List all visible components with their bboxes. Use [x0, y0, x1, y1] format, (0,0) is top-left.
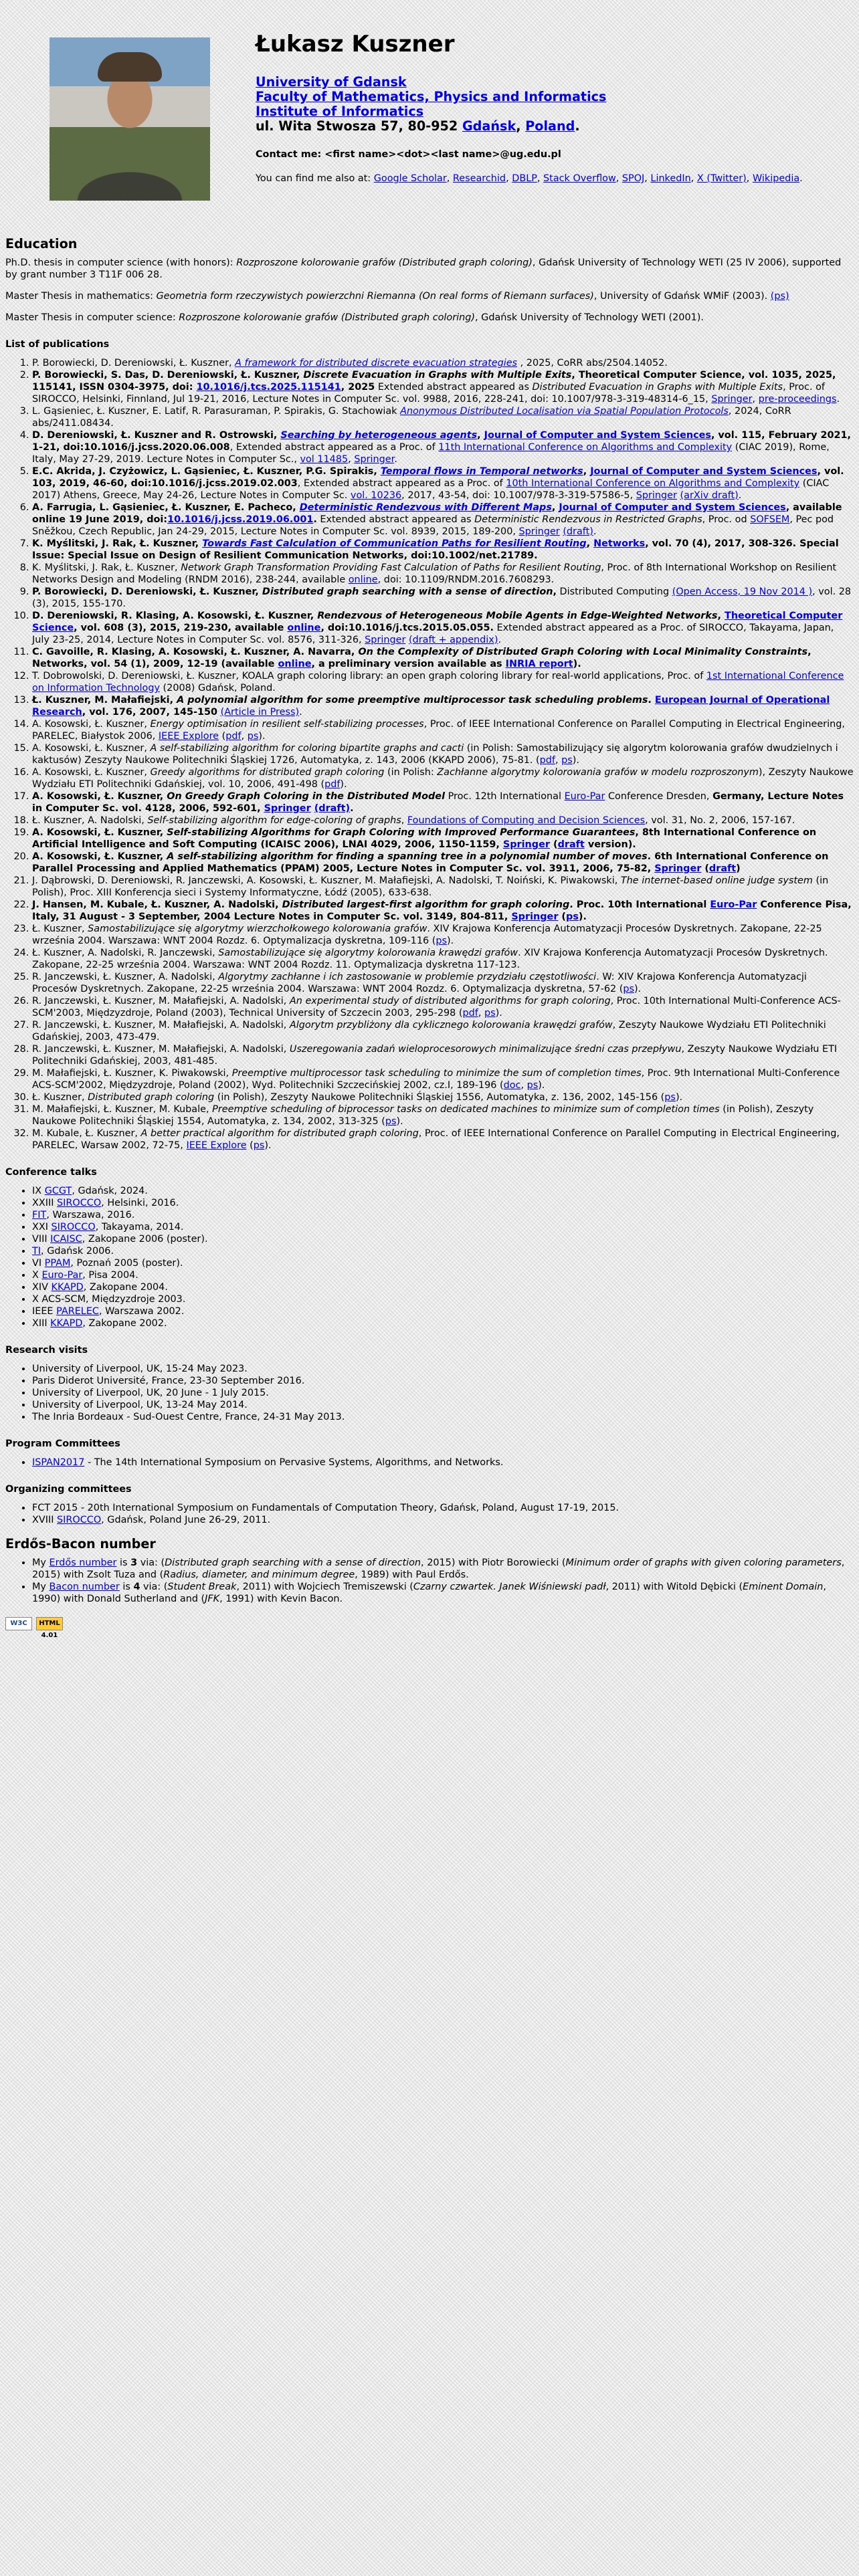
publication-item: 24. Ł. Kuszner, A. Nadolski, R. Janczewski, Samostabilizujące się algorytmy kolorowania krawędzi grafów. XIV Krajowa Konferencja Automatyzacji Procesów Dyskretnych. Zakopane, 22-25 września 2004. Warszawa: WNT 2004 Rozdz. 11. Optymalizacja dyskretna 117-123. — [32, 947, 854, 971]
inline-link[interactable]: (draft) — [314, 803, 351, 814]
publication-item: 4. D. Dereniowski, Ł. Kuszner and R. Ostrowski, Searching by heterogeneous agents, Journal of Computer and System Sciences, vol. 115, February 2021, 1-21, doi:10.1016/j.jcss.2020.06.008, Extended abstract appeared as a Proc. of 11th International Conference on Algorithms and Complexity (CIAC 2019), Rome, Italy, May 27-29, 2019. Lecture Notes in Computer Sc., vol 11485, Springer. — [32, 429, 854, 465]
inline-link[interactable]: SOFSEM — [750, 514, 790, 525]
inline-link[interactable]: online — [278, 659, 312, 669]
talk-item: • VIII ICAISC, Zakopane 2006 (poster). — [32, 1233, 854, 1245]
inline-link[interactable]: Euro-Par — [710, 899, 757, 910]
page-title: Łukasz Kuszner — [256, 31, 455, 58]
publication-item: 30. Ł. Kuszner, Distributed graph coloring (in Polish), Zeszyty Naukowe Politechniki Śląskiej 1556, Automatyka, z. 136, 2002, 145-156 (ps). — [32, 1091, 854, 1103]
erdos-bacon-list — [5, 1557, 854, 1605]
inline-link[interactable]: Springer — [365, 635, 406, 645]
talk-item: • X Euro-Par, Pisa 2004. — [32, 1269, 854, 1281]
publication-item: 17. A. Kosowski, Ł. Kuszner, On Greedy Graph Coloring in the Distributed Model Proc. 12th International Euro-Par Conference Dresden, Germany, Lecture Notes in Computer Sc. vol. 4128, 2006, 592-601, Springer (draft). — [32, 790, 854, 815]
inline-link[interactable]: ps — [484, 1008, 496, 1018]
publication-item: 7. K. Myślitski, J. Rak, Ł. Kuszner, Towards Fast Calculation of Communication Paths for Resilient Routing, Networks, vol. 70 (4), 2017, 308-326. Special Issue: Special Issue on Design of Resilient Communication Networks, doi:10.1002/net.21789. — [32, 538, 854, 562]
organizing-committees-heading: Organizing committees — [5, 1484, 132, 1495]
profile-link-spoj[interactable]: SPOJ — [622, 173, 645, 184]
committee-item: • ISPAN2017 - The 14th International Symposium on Pervasive Systems, Algorithms, and Networks. — [32, 1457, 854, 1469]
visit-item: • The Inria Bordeaux - Sud-Ouest Centre, France, 24-31 May 2013. — [32, 1411, 854, 1423]
inline-link[interactable]: ps — [623, 984, 634, 994]
inline-link[interactable]: FIT — [32, 1210, 47, 1220]
inline-link[interactable]: draft — [708, 863, 737, 874]
country-link[interactable]: Poland — [525, 118, 575, 134]
address: ul. Wita Stwosza 57, 80-952 — [256, 118, 462, 134]
publication-item: 2. P. Borowiecki, S. Das, D. Dereniowski, Ł. Kuszner, Discrete Evacuation in Graphs with Multiple Exits, Theoretical Computer Science, vol. 1035, 2025, 115141, ISSN 0304-3975, doi: 10.1016/j.tcs.2025.115141, 2025 Extended abstract appeared as Distributed Evacuation in Graphs with Multiple Exits, Proc. of SIROCCO, Helsinki, Finnland, Jul 19-21, 2016, Lecture Notes in Computer Sc. vol. 9988, 2016, 228-241, doi: 10.1007/978-3-319-48314-6_15, Springer, pre-proceedings. — [32, 369, 854, 405]
erdos-bacon-heading: Erdős-Bacon number — [5, 1536, 156, 1551]
inline-link[interactable]: ps — [247, 731, 259, 742]
inline-link[interactable]: SIROCCO — [51, 1222, 96, 1232]
committee-item: • FCT 2015 - 20th International Symposium on Fundamentals of Computation Theory, Gdańsk, Poland, August 17-19, 2015. — [32, 1502, 854, 1514]
html401-badge[interactable]: HTML 4.01 — [36, 1617, 63, 1630]
publication-item: 29. M. Małafiejski, Ł. Kuszner, K. Piwakowski, Preemptive multiprocessor task scheduling to minimize the sum of completion times, Proc. 9th International Multi-Conference ACS-SCM'2002, Międzyzdroje, Poland (2002), Wyd. Politechniki Szczecińskiej 2002, cz.I, 189-196 (doc, ps). — [32, 1067, 854, 1091]
organizing-committees-list — [5, 1502, 854, 1526]
profile-link-stack-overflow[interactable]: Stack Overflow — [543, 173, 616, 184]
profile-link-researchid[interactable]: Researchid — [452, 173, 506, 184]
inline-link[interactable]: SIROCCO — [57, 1515, 102, 1525]
phd-thesis: Ph.D. thesis in computer science (with honors): Rozproszone kolorowanie grafów (Distributed graph coloring), Gdańsk University of Technology WETI (25 IV 2006), supported by grant number 3 T11F 006 28. — [5, 257, 842, 280]
inline-link[interactable]: (draft + appendix) — [408, 635, 498, 645]
inline-link[interactable]: KKAPD — [50, 1318, 83, 1329]
profile-header — [5, 5, 854, 226]
inline-link[interactable]: Deterministic Rendezvous with Different Maps — [299, 502, 552, 513]
publication-item: 19. A. Kosowski, Ł. Kuszner, Self-stabilizing Algorithms for Graph Coloring with Improved Performance Guarantees, 8th International Conference on Artificial Intelligence and Soft Computing (ICAISC 2006), LNAI 4029, 2006, 1150-1159, Springer (draft version). — [32, 827, 854, 851]
inline-link[interactable]: A framework for distributed discrete evacuation strategies — [235, 358, 518, 368]
publications-heading: List of publications — [5, 339, 110, 350]
inline-link[interactable]: doc — [503, 1080, 521, 1091]
inline-link[interactable]: PPAM — [44, 1258, 71, 1269]
inline-link[interactable]: Journal of Computer and System Sciences — [590, 466, 818, 477]
faculty-link[interactable]: Faculty of Mathematics, Physics and Informatics — [256, 89, 607, 104]
program-committees-list — [5, 1457, 854, 1469]
external-profiles — [256, 173, 804, 185]
talk-item: • TI, Gdańsk 2006. — [32, 1245, 854, 1257]
inline-link[interactable]: Bacon number — [49, 1582, 120, 1592]
inline-link[interactable]: Erdős number — [49, 1558, 117, 1568]
publication-item: 26. R. Janczewski, Ł. Kuszner, M. Małafiejski, A. Nadolski, An experimental study of distributed algorithms for graph coloring, Proc. 10th International Multi-Conference ACS-SCM'2003, Międzyzdroje, Poland (2003), Technical University of Szczecin 2003, 295-298 (pdf, ps). — [32, 995, 854, 1019]
erdos-item: • My Bacon number is 4 via: (Student Break, 2011) with Wojciech Tremiszewski (Czarny czwartek. Janek Wiśniewski padł, 2011) with Witold Dębicki (Eminent Domain, 1990) with Donald Sutherland and (JFK, 1991) with Kevin Bacon. — [32, 1581, 854, 1605]
profile-link-dblp[interactable]: DBLP — [512, 173, 537, 184]
inline-link[interactable]: 1st International Conference on Information Technology — [32, 671, 844, 693]
profile-link-google-scholar[interactable]: Google Scholar — [373, 173, 447, 184]
publication-item: 23. Ł. Kuszner, Samostabilizujące się algorytmy wierzchołkowego kolorowania grafów. XIV Krajowa Konferencja Automatyzacji Procesów Dyskretnych. Zakopane, 22-25 września 2004. Warszawa: WNT 2004 Rozdz. 6. Optymalizacja dyskretna, 109-116 (ps). — [32, 923, 854, 947]
inline-link[interactable]: PARELEC — [56, 1306, 99, 1317]
city-link[interactable]: Gdańsk — [462, 118, 516, 134]
program-committees-heading: Program Committees — [5, 1438, 120, 1449]
inline-link[interactable]: IEEE Explore — [186, 1140, 247, 1151]
profile-link-wikipedia[interactable]: Wikipedia — [752, 173, 800, 184]
inline-link[interactable]: Springer — [264, 803, 311, 814]
inline-link[interactable]: Networks — [593, 538, 646, 549]
talk-item: • XXIII SIROCCO, Helsinki, 2016. — [32, 1197, 854, 1209]
inline-link[interactable]: ps — [664, 1092, 676, 1103]
talk-item: • X ACS-SCM, Międzyzdroje 2003. — [32, 1293, 854, 1305]
publication-item: 11. C. Gavoille, R. Klasing, A. Kosowski, Ł. Kuszner, A. Navarra, On the Complexity of Distributed Graph Coloring with Local Minimality Constraints, Networks, vol. 54 (1), 2009, 12-19 (available online, a preliminary version available as INRIA report). — [32, 646, 854, 670]
inline-link[interactable]: Springer — [511, 911, 559, 922]
visit-item: • University of Liverpool, UK, 20 June - 1 July 2015. — [32, 1387, 854, 1399]
inline-link[interactable]: GCGT — [44, 1186, 72, 1196]
inline-link[interactable]: (Open Access, 19 Nov 2014 ) — [672, 586, 813, 597]
inline-link[interactable]: 11th International Conference on Algorithms and Complexity — [438, 442, 733, 453]
talks-heading: Conference talks — [5, 1167, 97, 1178]
talk-item: • XXI SIROCCO, Takayama, 2014. — [32, 1221, 854, 1233]
profile-link-x-twitter[interactable]: X (Twitter) — [696, 173, 747, 184]
publication-item: 6. A. Farrugia, L. Gąsieniec, Ł. Kuszner, E. Pacheco, Deterministic Rendezvous with Different Maps, Journal of Computer and System Sciences, available online 19 June 2019, doi:10.1016/j.jcss.2019.06.001. Extended abstract appeared as Deterministic Rendezvous in Restricted Graphs, Proc. od SOFSEM, Pec pod Sněžkou, Czech Republic, Jan 24-29, 2015, Lecture Notes in Computer Sc. vol. 8939, 2015, 189-200, Springer (draft). — [32, 502, 854, 538]
seealso-links: Google Scholar, Researchid, DBLP, Stack Overflow, SPOJ, LinkedIn, X (Twitter), Wikipedia. — [373, 173, 803, 184]
publication-item: 9. P. Borowiecki, D. Dereniowski, Ł. Kuszner, Distributed graph searching with a sense of direction, Distributed Computing (Open Access, 19 Nov 2014 ), vol. 28 (3), 2015, 155-170. — [32, 586, 854, 610]
inline-link[interactable]: Springer — [518, 526, 560, 537]
inline-link[interactable]: draft — [557, 839, 585, 850]
affiliation: University of Gdansk Faculty of Mathematics, Physics and Informatics Institute of Informatics ul. Wita Stwosza 57, 80-952 Gdańsk, Poland. — [256, 74, 607, 134]
inline-link[interactable]: Temporal flows in Temporal networks — [380, 466, 583, 477]
inline-link[interactable]: Foundations of Computing and Decision Sciences — [407, 815, 646, 826]
inline-link[interactable]: Journal of Computer and System Sciences — [559, 502, 786, 513]
publications-list — [5, 357, 854, 1152]
inline-link[interactable]: Journal of Computer and System Sciences — [484, 430, 711, 441]
publication-item: 32. M. Kubale, Ł. Kuszner, A better practical algorithm for distributed graph coloring, Proc. of IEEE International Conference on Parallel Computing in Electrical Engineering, PARELEC, Warsaw 2002, 72-75, IEEE Explore (ps). — [32, 1128, 854, 1152]
inline-link[interactable]: pdf — [462, 1008, 478, 1018]
publication-item: 20. A. Kosowski, Ł. Kuszner, A self-stabilizing algorithm for finding a spanning tree in a polynomial number of moves. 6th International Conference on Parallel Processing and Applied Mathematics (PPAM) 2005, Lecture Notes in Computer Sc. vol. 3911, 2006, 75-82, Springer (draft) — [32, 851, 854, 875]
inline-link[interactable]: Springer — [354, 454, 395, 465]
master-thesis-cs: Master Thesis in computer science: Rozproszone kolorowanie grafów (Distributed graph coloring), Gdańsk University of Technology WETI (2001). — [5, 312, 704, 323]
inline-link[interactable]: KKAPD — [51, 1282, 84, 1293]
inline-link[interactable]: Searching by heterogeneous agents — [280, 430, 478, 441]
publication-item: 25. R. Janczewski, Ł. Kuszner, A. Nadolski, Algorytmy zachłanne i ich zastosowanie w problemie przydziału częstotliwości. W: XIV Krajowa Konferencja Automatyzacji Procesów Dyskretnych. Zakopane, 22-25 września 2004. Warszawa: WNT 2004 Rozdz. 6. Optymalizacja dyskretna, 57-62 (ps). — [32, 971, 854, 995]
inline-link[interactable]: IEEE Explore — [158, 731, 219, 742]
inline-link[interactable]: online — [348, 574, 378, 585]
inline-link[interactable]: 10.1016/j.jcss.2019.06.001 — [167, 514, 314, 525]
talk-item: • IX GCGT, Gdańsk, 2024. — [32, 1185, 854, 1197]
publication-item: 10. D. Dereniowski, R. Klasing, A. Kosowski, Ł. Kuszner, Rendezvous of Heterogeneous Mobile Agents in Edge-Weighted Networks, Theoretical Computer Science, vol. 608 (3), 2015, 219-230, available online, doi:10.1016/j.tcs.2015.05.055. Extended abstract appeared as a Proc. of SIROCCO, Takayama, Japan, July 23-25, 2014, Lecture Notes in Computer Sc. vol. 8576, 311-326, Springer (draft + appendix). — [32, 610, 854, 646]
publication-item: 21. J. Dąbrowski, D. Dereniowski, R. Janczewski, A. Kosowski, Ł. Kuszner, M. Małafiejski, A. Nadolski, T. Noiński, K. Piwakowski, The internet-based online judge system (in Polish), Proc. XIII Konferencja sieci i Systemy Informatyczne, Łódź (2005), 633-638. — [32, 875, 854, 899]
inline-link[interactable]: (draft) — [563, 526, 593, 537]
inline-link[interactable]: INRIA report — [505, 659, 573, 669]
talk-item: • XIII KKAPD, Zakopane 2002. — [32, 1317, 854, 1329]
publication-item: 1. P. Borowiecki, D. Dereniowski, Ł. Kuszner, A framework for distributed discrete evacuation strategies , 2025, CoRR abs/2504.14052. — [32, 357, 854, 369]
visits-list — [5, 1363, 854, 1423]
profile-link-linkedin[interactable]: LinkedIn — [650, 173, 691, 184]
committee-item: • XVIII SIROCCO, Gdańsk, Poland June 26-29, 2011. — [32, 1514, 854, 1526]
publication-item: 27. R. Janczewski, Ł. Kuszner, M. Małafiejski, A. Nadolski, Algorytm przybliżony dla cyklicznego kolorowania krawędzi grafów, Zeszyty Naukowe Wydziału ETI Politechniki Gdańskiej, 2003, 473-479. — [32, 1019, 854, 1043]
inline-link[interactable]: ps — [436, 936, 447, 946]
publication-item: 16. A. Kosowski, Ł. Kuszner, Greedy algorithms for distributed graph coloring (in Polish: Zachłanne algorytmy kolorowania grafów w modelu rozproszonym), Zeszyty Naukowe Wydziału ETI Politechniki Gdańskiej, vol. 10, 2006, 491-498 (pdf). — [32, 766, 854, 790]
validator-badges — [5, 1617, 854, 1639]
erdos-item: • My Erdős number is 3 via: (Distributed graph searching with a sense of direction, 2015) with Piotr Borowiecki (Minimum order of graphs with given coloring parameters, 2015) with Zsolt Tuza and (Radius, diameter, and minimum degree, 1989) with Paul Erdős. — [32, 1557, 854, 1581]
inline-link[interactable]: pdf — [539, 755, 555, 766]
inline-link[interactable]: Springer — [654, 863, 702, 874]
publication-item: 18. Ł. Kuszner, A. Nadolski, Self-stabilizing algorithm for edge-coloring of graphs, Foundations of Computing and Decision Sciences, vol. 31, No. 2, 2006, 157-167. — [32, 815, 854, 827]
inline-link[interactable]: vol. 10236 — [350, 490, 402, 501]
talks-list — [5, 1185, 854, 1329]
inline-link[interactable]: TI — [32, 1246, 41, 1257]
inline-link[interactable]: pre-proceedings — [758, 394, 837, 405]
inline-link[interactable]: ps — [561, 755, 573, 766]
inline-link[interactable]: 10th International Conference on Algorithms and Complexity — [506, 478, 800, 489]
publication-item: 15. A. Kosowski, Ł. Kuszner, A self-stabilizing algorithm for coloring bipartite graphs and cacti (in Polish: Samostabilizujący się algorytm kolorowania grafów dwudzielnych i kaktusów) Zeszyty Naukowe Politechniki Śląskiej 1726, Automatyka, z. 143, 2006 (KKAPD 2006), 75-81. (pdf, ps). — [32, 742, 854, 766]
institute-link[interactable]: Institute of Informatics — [256, 104, 424, 119]
inline-link[interactable]: ps — [253, 1140, 265, 1151]
publication-item: 13. Ł. Kuszner, M. Małafiejski, A polynomial algorithm for some preemptive multiprocessor task scheduling problems. European Journal of Operational Research, vol. 176, 2007, 145-150 (Article in Press). — [32, 694, 854, 718]
visits-heading: Research visits — [5, 1345, 88, 1356]
inline-link[interactable]: Springer — [711, 394, 753, 405]
inline-link[interactable]: pdf — [225, 731, 242, 742]
inline-link[interactable]: pdf — [324, 779, 341, 790]
inline-link[interactable]: Euro-Par — [564, 791, 605, 802]
publication-item: 22. J. Hansen, M. Kubale, Ł. Kuszner, A. Nadolski, Distributed largest-first algorithm for graph coloring. Proc. 10th International Euro-Par Conference Pisa, Italy, 31 August - 3 September, 2004 Lecture Notes in Computer Sc. vol. 3149, 804-811, Springer (ps). — [32, 899, 854, 923]
visit-item: • Paris Diderot Université, France, 23-30 September 2016. — [32, 1375, 854, 1387]
publication-item: 12. T. Dobrowolski, D. Dereniowski, Ł. Kuszner, KOALA graph coloring library: an open graph coloring library for real-world applications, Proc. of 1st International Conference on Information Technology (2008) Gdańsk, Poland. — [32, 670, 854, 694]
inline-link[interactable]: ps — [527, 1080, 539, 1091]
contact-email: Contact me: <first name><dot><last name>@ug.edu.pl — [256, 149, 561, 160]
w3c-badge[interactable]: W3C — [5, 1617, 32, 1630]
profile-info — [256, 5, 804, 226]
publication-item: 28. R. Janczewski, Ł. Kuszner, M. Małafiejski, A. Nadolski, Uszeregowania zadań wieloprocesorowych minimalizujące średni czas przepływu, Zeszyty Naukowe Wydziału ETI Politechniki Gdańskiej, 2003, 481-485. — [32, 1043, 854, 1067]
talk-item: • VI PPAM, Poznań 2005 (poster). — [32, 1257, 854, 1269]
inline-link[interactable]: Euro-Par — [41, 1270, 83, 1281]
publication-item: 3. L. Gąsieniec, Ł. Kuszner, E. Latif, R. Parasuraman, P. Spirakis, G. Stachowiak Anonymous Distributed Localisation via Spatial Population Protocols, 2024, CoRR abs/2411.08434. — [32, 405, 854, 429]
visit-item: • University of Liverpool, UK, 13-24 May 2014. — [32, 1399, 854, 1411]
inline-link[interactable]: Anonymous Distributed Localisation via Spatial Population Protocols — [400, 406, 729, 417]
publication-item: 8. K. Myślitski, J. Rak, Ł. Kuszner, Network Graph Transformation Providing Fast Calculation of Paths for Resilient Routing, Proc. of 8th International Workshop on Resilient Networks Design and Modeling (RNDM 2016), 238-244, available online, doi: 10.1109/RNDM.2016.7608293. — [32, 562, 854, 586]
inline-link[interactable]: ISPAN2017 — [32, 1457, 85, 1468]
inline-link[interactable]: European Journal of Operational Research — [32, 695, 830, 718]
inline-link[interactable]: SIROCCO — [57, 1198, 102, 1208]
talk-item: • IEEE PARELEC, Warszawa 2002. — [32, 1305, 854, 1317]
inline-link[interactable]: Towards Fast Calculation of Communication Paths for Resilient Routing — [202, 538, 587, 549]
master-thesis-math: Master Thesis in mathematics: Geometria form rzeczywistych powierzchni Riemanna (On real forms of Riemann surfaces), University of Gdańsk WMiF (2003). (ps) — [5, 291, 789, 302]
publication-item: 31. M. Małafiejski, Ł. Kuszner, M. Kubale, Preemptive scheduling of biprocessor tasks on dedicated machines to minimize sum of completion times (in Polish), Zeszyty Naukowe Politechniki Śląskiej 1554, Automatyka, z. 134, 2002, 313-325 (ps). — [32, 1103, 854, 1128]
inline-link[interactable]: (arXiv draft) — [680, 490, 739, 501]
inline-link[interactable]: ps — [566, 911, 579, 922]
education-heading: Education — [5, 236, 78, 251]
profile-photo — [50, 37, 210, 201]
inline-link[interactable]: 10.1016/j.tcs.2025.115141 — [196, 382, 341, 393]
talk-item: • XIV KKAPD, Zakopane 2004. — [32, 1281, 854, 1293]
inline-link[interactable]: ICAISC — [50, 1234, 82, 1245]
talk-item: • FIT, Warszawa, 2016. — [32, 1209, 854, 1221]
inline-link[interactable]: Theoretical Computer Science — [32, 611, 843, 633]
inline-link[interactable]: (ps) — [770, 291, 789, 302]
publication-item: 14. A. Kosowski, Ł. Kuszner, Energy optimisation in resilient self-stabilizing processes, Proc. of IEEE International Conference on Parallel Computing in Electrical Engineering, PARELEC, Białystok 2006, IEEE Explore (pdf, ps). — [32, 718, 854, 742]
inline-link[interactable]: online — [287, 623, 321, 633]
inline-link[interactable]: vol 11485 — [300, 454, 349, 465]
inline-link[interactable]: (Article in Press) — [220, 707, 300, 718]
seealso-label: You can find me also at: — [256, 173, 374, 184]
publication-item: 5. E.C. Akrida, J. Czyżowicz, L. Gąsieniec, Ł. Kuszner, P.G. Spirakis, Temporal flows in Temporal networks, Journal of Computer and System Sciences, vol. 103, 2019, 46-60, doi:10.1016/j.jcss.2019.02.003, Extended abstract appeared as a Proc. of 10th International Conference on Algorithms and Complexity (CIAC 2017) Athens, Greece, May 24-26, Lecture Notes in Computer Sc. vol. 10236, 2017, 43-54, doi: 10.1007/978-3-319-57586-5, Springer (arXiv draft). — [32, 465, 854, 502]
inline-link[interactable]: Springer — [502, 839, 550, 850]
university-link[interactable]: University of Gdansk — [256, 74, 407, 90]
visit-item: • University of Liverpool, UK, 15-24 May 2023. — [32, 1363, 854, 1375]
inline-link[interactable]: ps — [385, 1116, 397, 1127]
inline-link[interactable]: Springer — [636, 490, 677, 501]
